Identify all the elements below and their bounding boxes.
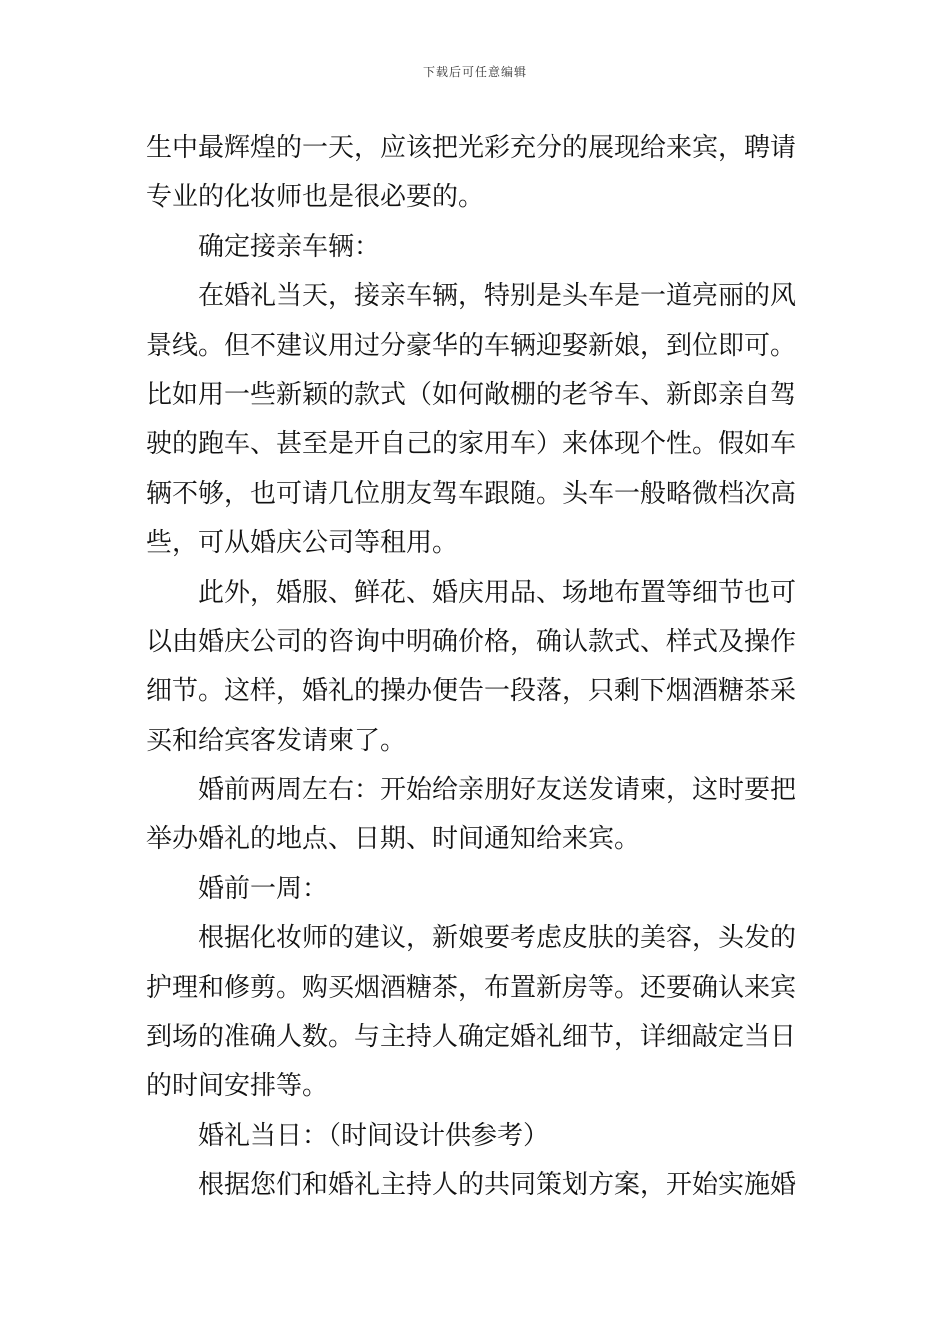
page-header: 下载后可任意编辑 xyxy=(422,65,527,79)
section-heading: 确定接亲车辆： xyxy=(198,231,381,262)
text-line: 细节。这样，婚礼的操办便告一段落，只剩下烟酒糖茶采 xyxy=(146,676,797,707)
text-line: 辆不够，也可请几位朋友驾车跟随。头车一般略微档次高 xyxy=(146,478,797,509)
text-line: 护理和修剪。购买烟酒糖茶，布置新房等。还要确认来宾 xyxy=(146,972,797,1003)
text-line: 生中最辉煌的一天，应该把光彩充分的展现给来宾，聘请 xyxy=(146,133,797,163)
text-line: 举办婚礼的地点、日期、时间通知给来宾。 xyxy=(146,824,641,855)
text-line: 专业的化妆师也是很必要的。 xyxy=(146,182,485,213)
text-line: 些，可从婚庆公司等租用。 xyxy=(146,528,459,559)
section-heading: 婚前一周： xyxy=(198,873,329,904)
text-line: 买和给宾客发请柬了。 xyxy=(146,725,407,756)
text-line: 驶的跑车、甚至是开自己的家用车）来体现个性。假如车 xyxy=(146,429,797,460)
section-heading: 婚礼当日：（时间设计供参考） xyxy=(198,1120,550,1151)
text-line: 以由婚庆公司的咨询中明确价格，确认款式、样式及操作 xyxy=(146,626,797,657)
text-line: 根据您们和婚礼主持人的共同策划方案，开始实施婚 xyxy=(198,1170,797,1201)
text-line: 比如用一些新颖的款式（如何敞棚的老爷车、新郎亲自驾 xyxy=(146,379,797,410)
text-line: 到场的准确人数。与主持人确定婚礼细节，详细敲定当日 xyxy=(146,1022,797,1053)
text-line: 根据化妆师的建议，新娘要考虑皮肤的美容，头发的 xyxy=(198,923,797,954)
text-line: 景线。但不建议用过分豪华的车辆迎娶新娘，到位即可。 xyxy=(146,330,797,361)
text-line: 的时间安排等。 xyxy=(146,1071,329,1102)
text-line: 此外，婚服、鲜花、婚庆用品、场地布置等细节也可 xyxy=(198,577,797,608)
document-body xyxy=(146,124,806,1211)
text-line: 婚前两周左右：开始给亲朋好友送发请柬，这时要把 xyxy=(198,775,797,806)
text-line: 在婚礼当天，接亲车辆，特别是头车是一道亮丽的风 xyxy=(198,281,797,312)
